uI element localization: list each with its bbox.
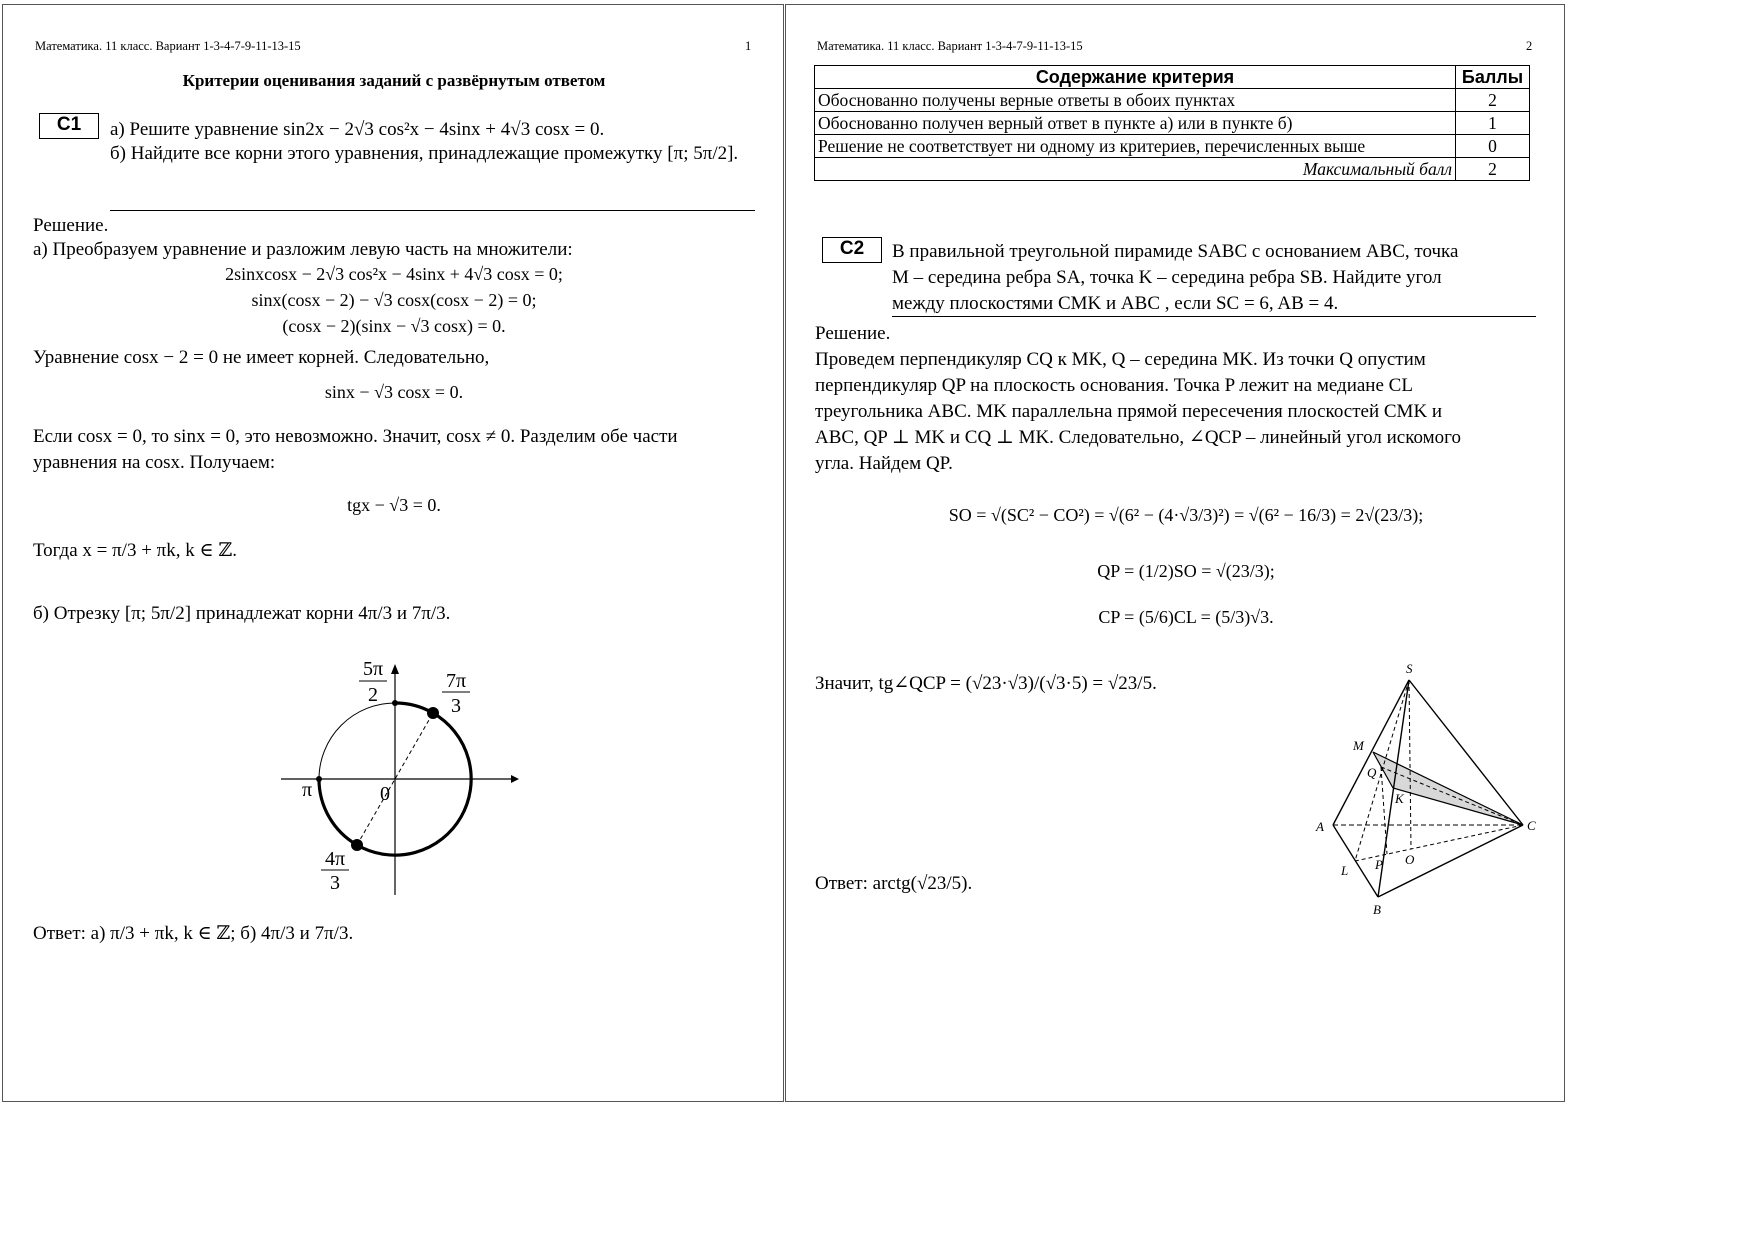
page-1 <box>2 4 784 1102</box>
task-separator <box>892 316 1536 317</box>
equation-1: 2sinxcosx − 2√3 cos²x − 4sinx + 4√3 cosx = 0; <box>225 264 563 284</box>
y-axis-arrow <box>391 664 399 674</box>
x-axis-arrow <box>511 775 519 783</box>
point-4pi-3 <box>351 839 363 851</box>
label-pi: π <box>301 779 313 801</box>
page-2 <box>785 4 1565 1102</box>
step-a-intro: а) Преобразуем уравнение и разложим левую часть на множители: <box>33 239 573 260</box>
if-cos-text-1: Если cosx = 0, то sinx = 0, это невозможно. Значит, cosx ≠ 0. Разделим обе части <box>33 426 678 447</box>
svg-text:3: 3 <box>451 695 461 717</box>
if-cos-text-2: уравнения на cosx. Получаем: <box>33 452 276 473</box>
point-pi <box>316 776 322 782</box>
table-row-max <box>815 158 1530 181</box>
c1-answer: Ответ: а) π/3 + πk, k ∈ ℤ; б) 4π/3 и 7π/3. <box>33 923 354 944</box>
no-roots-text: Уравнение cosx − 2 = 0 не имеет корней. Следовательно, <box>33 347 490 368</box>
label-origin: 0 <box>380 783 390 805</box>
general-solution: Тогда x = π/3 + πk, k ∈ ℤ. <box>33 540 237 561</box>
pyramid-figure <box>1311 655 1556 920</box>
equation-qp: QP = (1/2)SO = √(23/3); <box>1097 561 1275 581</box>
vertex-l-label: L <box>1341 863 1349 878</box>
equation-so: SO = √(SC² − CO²) = √(6² − (4·√3/3)²) = √(6² − 16/3) = 2√(23/3); <box>948 505 1424 525</box>
c1-task-b: б) Найдите все корни этого уравнения, принадлежащие промежутку [π; 5π/2]. <box>110 143 739 164</box>
page-header: Математика. 11 класс. Вариант 1-3-4-7-9-11-13-15 <box>35 39 301 53</box>
page-number: 1 <box>745 39 752 53</box>
table-row <box>815 89 1530 112</box>
criterion-text: Обоснованно получен верный ответ в пункте а) или в пункте б) <box>815 112 1456 135</box>
vertex-q-label: Q <box>1367 765 1377 780</box>
c2-task-line-3: между плоскостями CMK и ABC , если SC = 6, AB = 4. <box>892 293 1339 314</box>
solution-arc-left <box>319 779 357 845</box>
c2-task-line-1: В правильной треугольной пирамиде SABC с основанием ABC, точка <box>892 241 1459 262</box>
solution-label: Решение. <box>33 215 109 236</box>
equation-5: tgx − √3 = 0. <box>347 495 441 515</box>
c2-solution-line-2: перпендикуляр QP на плоскость основания. Точка P лежит на медиане CL <box>815 375 1413 396</box>
vertex-b-label: B <box>1373 902 1381 917</box>
point-5pi-2 <box>392 700 398 706</box>
page-header: Математика. 11 класс. Вариант 1-3-4-7-9-11-13-15 <box>817 39 1083 53</box>
task-c2-label: С2 <box>822 237 882 263</box>
svg-text:2: 2 <box>368 684 378 706</box>
max-score-label: Максимальный балл <box>815 158 1456 181</box>
c2-answer: Ответ: arctg(√23/5). <box>815 873 973 894</box>
median-cl <box>1355 825 1523 861</box>
task-separator <box>110 210 755 211</box>
height-so <box>1409 680 1411 849</box>
equation-2: sinx(cosx − 2) − √3 cosx(cosx − 2) = 0; <box>251 290 537 310</box>
solution-arc <box>357 713 471 855</box>
vertex-m-label: M <box>1353 738 1364 753</box>
table-row <box>815 135 1530 158</box>
edge-bc <box>1378 825 1523 897</box>
svg-text:3: 3 <box>330 872 340 894</box>
header-points: Баллы <box>1456 66 1530 89</box>
equation-cp: CP = (5/6)CL = (5/3)√3. <box>1098 607 1274 627</box>
page-number: 2 <box>1526 39 1533 53</box>
c1-task-a: а) Решите уравнение sin2x − 2√3 cos²x − 4sinx + 4√3 cosx = 0. <box>110 119 605 140</box>
vertex-p-label: P <box>1375 857 1383 872</box>
criteria-table <box>814 65 1530 181</box>
point-7pi-3 <box>427 707 439 719</box>
unit-circle-figure <box>273 650 523 900</box>
criterion-points: 1 <box>1456 112 1530 135</box>
equation-4: sinx − √3 cosx = 0. <box>324 382 464 402</box>
label-4pi-3: 4π <box>324 848 346 870</box>
label-5pi-2: 5π <box>362 658 384 680</box>
c2-solution-line-4: ABC, QP ⊥ MK и CQ ⊥ MK. Следовательно, ∠QCP – линейный угол искомого <box>815 427 1461 448</box>
criterion-points: 2 <box>1456 89 1530 112</box>
table-row <box>815 112 1530 135</box>
label-7pi-3: 7π <box>445 670 467 692</box>
solution-label: Решение. <box>815 323 891 344</box>
vertex-k-label: K <box>1395 791 1404 806</box>
criterion-points: 0 <box>1456 135 1530 158</box>
step-b-text: б) Отрезку [π; 5π/2] принадлежат корни 4π/3 и 7π/3. <box>33 603 451 624</box>
tangent-result: Значит, tg∠QCP = (√23·√3)/(√3·5) = √23/5. <box>815 673 1157 694</box>
criterion-text: Решение не соответствует ни одному из критериев, перечисленных выше <box>815 135 1456 158</box>
table-header-row <box>815 66 1530 89</box>
vertex-a-label: A <box>1316 819 1324 834</box>
task-c1-label: С1 <box>39 113 99 139</box>
c2-solution-line-1: Проведем перпендикуляр CQ к MK, Q – середина MK. Из точки Q опустим <box>815 349 1426 370</box>
vertex-o-label: O <box>1405 852 1415 867</box>
c2-solution-line-3: треугольника ABC. MK параллельна прямой пересечения плоскостей CMK и <box>815 401 1443 422</box>
equation-3: (cosx − 2)(sinx − √3 cosx) = 0. <box>282 316 506 336</box>
c2-task-line-2: M – середина ребра SA, точка K – середина ребра SB. Найдите угол <box>892 267 1442 288</box>
vertex-c-label: C <box>1527 818 1536 833</box>
page-title: Критерии оценивания заданий с развёрнутым ответом <box>182 71 606 90</box>
c2-solution-line-5: угла. Найдем QP. <box>815 453 953 474</box>
criterion-text: Обоснованно получены верные ответы в обоих пунктах <box>815 89 1456 112</box>
max-score-value: 2 <box>1456 158 1530 181</box>
vertex-s-label: S <box>1406 661 1413 676</box>
header-content: Содержание критерия <box>815 66 1456 89</box>
